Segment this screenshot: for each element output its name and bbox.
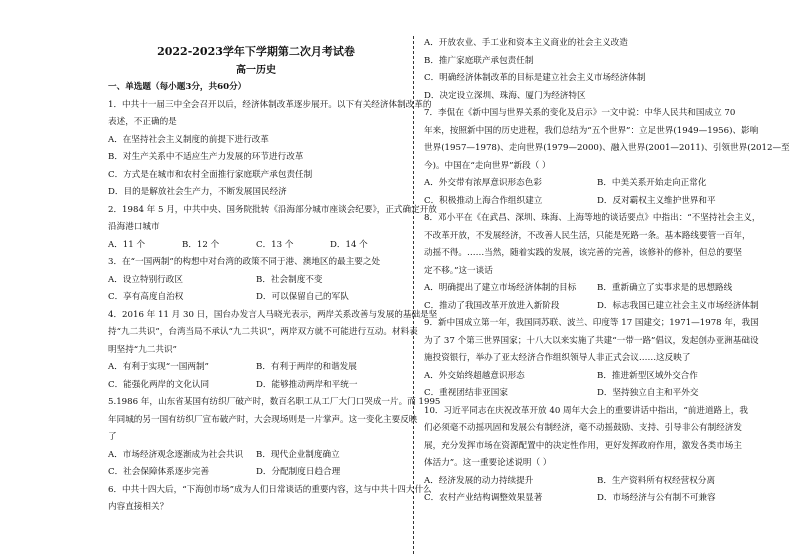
option-a: A．在坚持社会主义制度的前提下进行改革 [108,134,269,145]
option-d: D．决定设立深圳、珠海、厦门为经济特区 [424,90,586,101]
options-row [108,238,404,256]
question-text: 5.1986 年，山东省某国有纺织厂破产时，数百名职工从工厂大门口哭成一片。而 1995 [108,397,441,407]
options-row [108,290,404,308]
option-b: B．现代企业制度确立 [256,449,340,460]
question-text: 1．中共十一届三中全会召开以后，经济体制改革逐步展开。以下有关经济体制改革的 [108,99,432,110]
question-7 [424,106,790,211]
option-b: B．重新确立了实事求是的思想路线 [597,283,733,293]
option-d: D．能够推动两岸和平统一 [256,379,358,390]
options-row [108,448,404,466]
options-row [108,465,404,483]
question-text: 表述，不正确的是 [108,117,177,127]
question-text: 4．2016 年 11 月 30 日，国台办发言人马晓光表示，两岸关系改善与发展的基础是坚 [108,309,438,320]
options-row [424,491,770,509]
option-c: C．重视团结非亚国家 [424,388,508,398]
question-6 [108,483,432,518]
option-c: C．享有高度自治权 [108,292,184,302]
question-text: 展，充分发挥市场在资源配置中的决定性作用，更好发挥政府作用，激发各类市场主 [424,440,742,451]
options-row [108,378,404,396]
option-c: C．明确经济体制改革的目标是建立社会主义市场经济体制 [424,73,646,83]
option-c: C．社会保障体系逐步完善 [108,467,210,477]
question-4 [108,308,438,396]
option-c: C．推动了我国改革开放进入新阶段 [424,300,560,311]
option-a: A．外交始终超越意识形态 [424,370,525,381]
question-text: 为了 37 个第三世界国家；十八大以来实施了共建“一带一路”倡议，发起创办亚洲基础设 [424,335,759,346]
question-text: 不改革开放，不发展经济，不改善人民生活，只能是死路一条。基本路线要管一百年， [424,230,751,241]
option-d: D．可以保留自己的军队 [256,292,349,302]
question-text: 体活力”。这一重要论述说明（ ） [424,458,552,468]
question-10 [424,404,770,509]
option-b: B．对生产关系中不适应生产力发展的环节进行改革 [108,152,304,162]
options-row [424,299,770,317]
question-text: 8．邓小平在《在武昌、深圳、珠海、上海等地的谈话要点》中指出：“不坚持社会主义， [424,213,761,223]
right-column [424,36,790,509]
exam-title: 2022-2023学年下学期第二次月考试卷 [157,45,355,58]
option-b: B．有利于两岸的和谐发展 [256,362,357,372]
option-c: C．积极推动上海合作组织建立 [424,195,543,206]
question-text: 6．中共十四大后，“下海创市场”成为人们日常谈话的重要内容，这与中共十四大什么 [108,484,432,495]
question-text: 年来，按照新中国的历史进程，我们总结为“五个世界”：立足世界(1949—1956)、影响 [424,125,759,136]
question-5 [108,395,441,483]
option-b: B．生产资料所有权经营权分离 [597,475,716,486]
options-row [424,194,770,212]
option-d: D．反对霸权主义维护世界和平 [597,195,716,206]
option-c: C．方式是在城市和农村全面推行家庭联产承包责任制 [108,169,313,180]
option-a: A．有利于实现“一国两制” [108,362,209,372]
option-c: C．能强化两岸的文化认同 [108,379,210,390]
left-column [108,36,441,518]
question-text: 内容直接相关？ [108,502,169,512]
option-d: D．14 个 [330,239,368,250]
question-text: 9．新中国成立第一年，我国同苏联、波兰、印度等 17 国建交；1971—1978 年，我国 [424,318,759,328]
option-c: C．农村产业结构调整效果显著 [424,493,543,503]
question-text: 动摇不得。……当然，随着实践的发展，该完善的完善，该修补的修补，但总的要坚 [424,248,742,258]
options-row [424,474,770,492]
options-row [108,273,404,291]
question-text: 施投资银行，举办了亚太经济合作组织领导人非正式会议……这反映了 [424,353,691,363]
column-divider [413,36,414,554]
question-text: 们必须毫不动摇巩固和发展公有制经济，毫不动摇鼓励、支持、引导非公有制经济发 [424,423,742,433]
options-row [108,360,404,378]
option-d: D．分配制度日趋合理 [256,467,341,477]
question-text: 了 [108,432,117,442]
question-2 [108,203,437,256]
options-row [424,386,770,404]
option-a: A．明确提出了建立市场经济体制的目标 [424,283,577,293]
option-a: A．外交带有浓厚意识形态色彩 [424,178,542,188]
options-row [424,369,770,387]
question-3 [108,255,404,308]
option-d: D．坚持独立自主和平外交 [597,388,699,398]
question-text: 10．习近平同志在庆祝改革开放 40 周年大会上的重要讲话中指出，“前进道路上，我 [424,405,748,416]
question-8 [424,211,770,316]
option-b: B．12 个 [182,239,220,250]
question-text: 今)。中国在“走向世界”新段（ ） [424,160,551,171]
question-text: 世界(1957—1978)、走向世界(1979—2000)、融入世界(2001—2011)、引领世界(2012—至 [424,143,790,153]
option-d: D．标志我国已建立社会主义市场经济体制 [597,300,759,311]
question-text: 年同城的另一国有纺织厂宣布破产时，大会现场则是一片掌声。这一变化主要反映 [108,414,418,425]
options-row [424,281,770,299]
question-text: 定不移。”这一谈话 [424,265,493,276]
exam-subject: 高一历史 [236,65,276,76]
question-text: 7．李侃在《新中国与世界关系的变化及启示》一文中说：中华人民共和国成立 70 [424,108,736,118]
question-text: 持“九二共识”，台湾当局不承认“九二共识”，两岸双方就不可能进行互动。材料表 [108,327,418,337]
question-9 [424,316,770,404]
option-a: A．开放农业、手工业和资本主义商业的社会主义改造 [424,38,628,48]
question-text: 明坚持“九二共识” [108,344,177,355]
option-b: B．推进新型区域外交合作 [597,370,698,381]
question-text: 沿海港口城市 [108,222,160,232]
option-c: C．13 个 [256,239,294,250]
options-row [424,176,770,194]
question-text: 2．1984 年 5 月，中共中央、国务院批转《沿海部分城市座谈会纪要》，正式确定开放 [108,204,437,215]
section-heading: 一、单选题（每小题3分，共60分） [108,82,247,92]
question-1 [108,98,432,203]
option-a: A．11 个 [108,239,146,250]
option-a: A．市场经济观念逐渐成为社会共识 [108,449,244,460]
option-b: B．推广家庭联产承包责任制 [424,55,534,66]
option-d: D．目的是解放社会生产力，不断发展国民经济 [108,187,287,197]
option-a: A．经济发展的动力持续提升 [424,475,534,486]
option-d: D．市场经济与公有制不可兼容 [597,493,716,503]
question-6-options [424,36,770,106]
question-text: 3．在“一国两制”的构想中对台湾的政策不同于港、澳地区的最主要之处 [108,257,381,267]
option-b: B．中美关系开始走向正常化 [597,178,707,188]
option-a: A．设立特别行政区 [108,274,183,285]
option-b: B．社会制度不变 [256,274,323,285]
